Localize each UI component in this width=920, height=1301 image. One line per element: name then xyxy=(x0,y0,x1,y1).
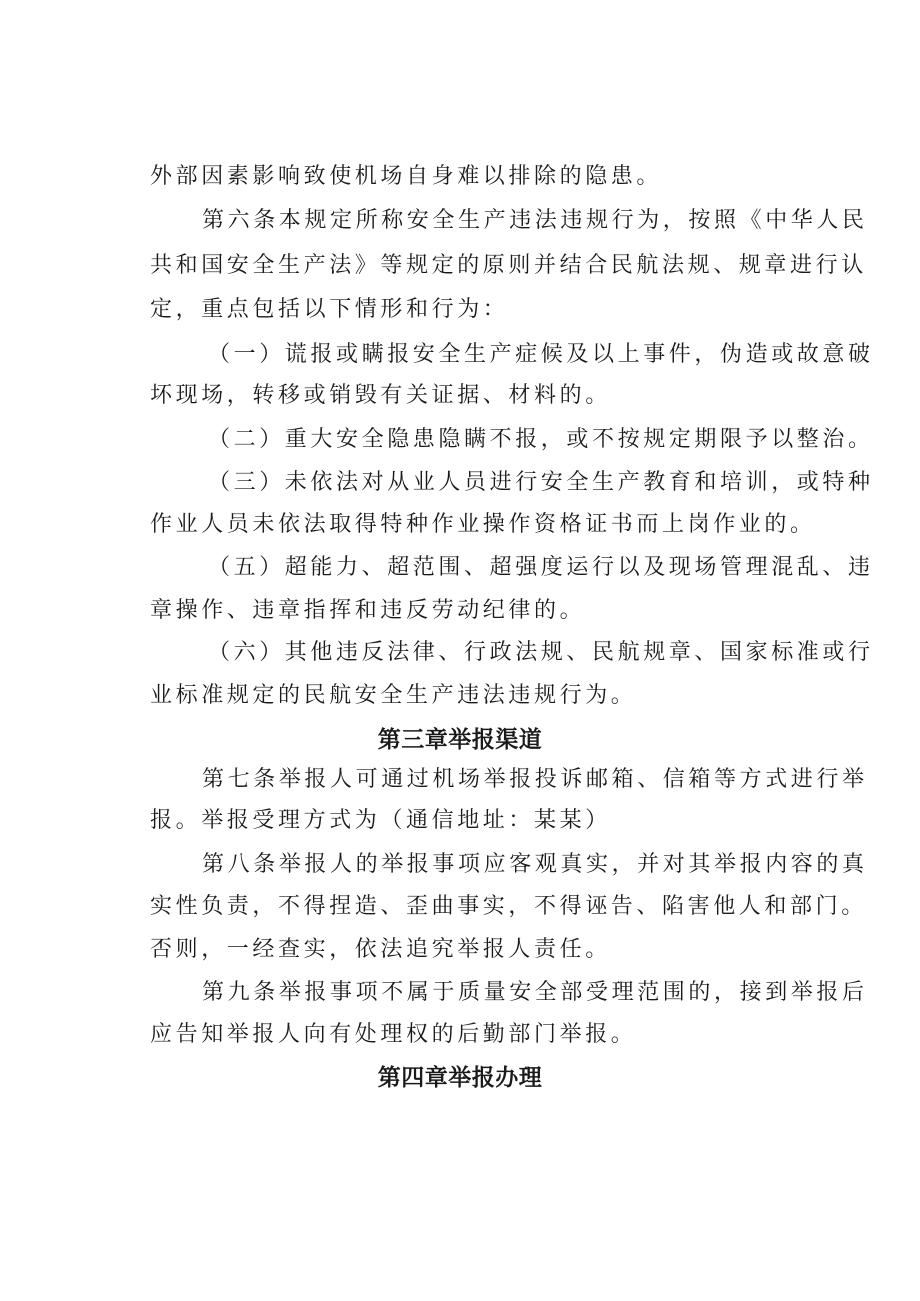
item-1-line: （一）谎报或瞒报安全生产症候及以上事件，伪造或故意破 xyxy=(208,342,874,367)
text-line: 报。举报受理方式为（通信地址：某某） xyxy=(150,808,611,833)
item-3-line: （三）未依法对从业人员进行安全生产教育和培训，或特种 xyxy=(208,470,874,495)
text-line: 章操作、违章指挥和违反劳动纪律的。 xyxy=(150,598,586,623)
article-8-line: 第八条举报人的举报事项应客观真实，并对其举报内容的真 xyxy=(202,852,868,877)
chapter-3-heading: 第三章举报渠道 xyxy=(377,727,543,753)
chapter-4-heading: 第四章举报办理 xyxy=(377,1065,543,1091)
text-line: 否则，一经查实，依法追究举报人责任。 xyxy=(150,937,611,962)
text-line: 定，重点包括以下情形和行为： xyxy=(150,297,509,322)
item-5-line: （五）超能力、超范围、超强度运行以及现场管理混乱、违 xyxy=(208,555,874,580)
text-line: 应告知举报人向有处理权的后勤部门举报。 xyxy=(150,1022,637,1047)
text-line: 实性负责，不得捏造、歪曲事实，不得诬告、陷害他人和部门。 xyxy=(150,894,867,919)
item-2-line: （二）重大安全隐患隐瞒不报，或不按规定期限予以整治。 xyxy=(208,427,874,452)
text-line: 共和国安全生产法》等规定的原则并结合民航法规、规章进行认 xyxy=(150,253,867,278)
item-6-line: （六）其他违反法律、行政法规、民航规章、国家标准或行 xyxy=(208,640,874,665)
text-line: 作业人员未依法取得特种作业操作资格证书而上岗作业的。 xyxy=(150,512,816,537)
article-7-line: 第七条举报人可通过机场举报投诉邮箱、信箱等方式进行举 xyxy=(202,767,868,792)
text-line: 坏现场，转移或销毁有关证据、材料的。 xyxy=(150,383,611,408)
article-9-line: 第九条举报事项不属于质量安全部受理范围的，接到举报后 xyxy=(202,980,868,1005)
text-line: 外部因素影响致使机场自身难以排除的隐患。 xyxy=(150,164,663,189)
text-line: 业标准规定的民航安全生产违法违规行为。 xyxy=(150,683,637,708)
article-6-line: 第六条本规定所称安全生产违法违规行为，按照《中华人民 xyxy=(202,208,868,233)
